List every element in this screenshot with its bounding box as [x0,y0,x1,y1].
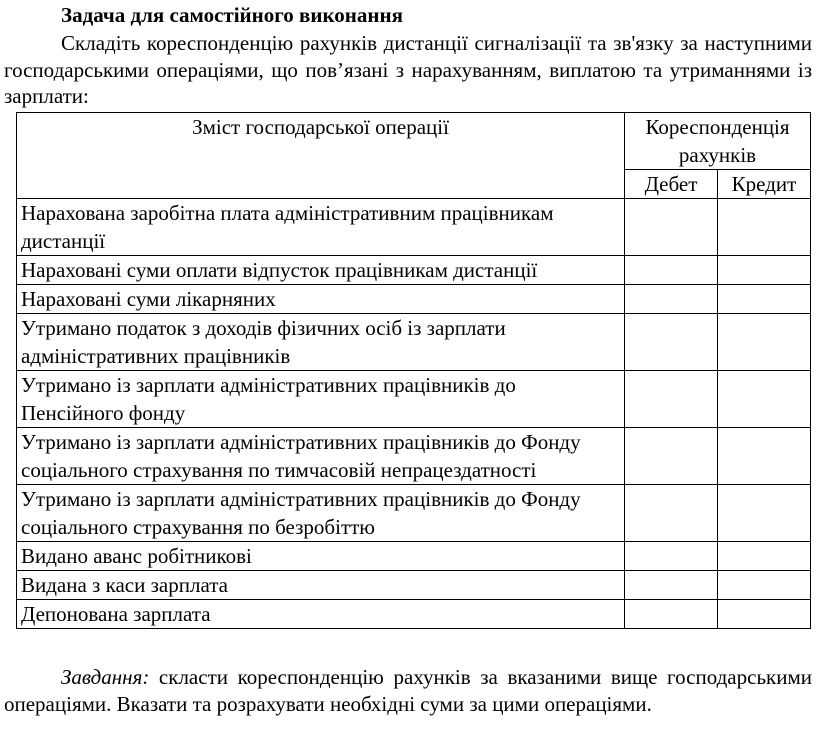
table-row [17,371,811,428]
table-row [17,199,811,256]
table-row [17,485,811,542]
debit-cell [625,542,718,571]
debit-cell [625,485,718,542]
table-row [17,571,811,600]
credit-cell [718,199,811,256]
operation-cell: Утримано податок з доходів фізичних осіб із зарплати адміністративних працівників [17,314,625,371]
table-row [17,542,811,571]
operation-cell: Нарахована заробітна плата адміністративним працівникам дистанції [17,199,625,256]
operation-cell: Утримано із зарплати адміністративних працівників до Пенсійного фонду [17,371,625,428]
credit-cell [718,600,811,629]
credit-cell [718,542,811,571]
task-label: Завдання: [61,665,150,689]
operations-table [16,112,811,629]
credit-cell [718,428,811,485]
operation-cell: Утримано із зарплати адміністративних працівників до Фонду соціального страхування по безробіттю [17,485,625,542]
credit-cell [718,571,811,600]
table-row [17,428,811,485]
operation-cell: Нараховані суми оплати відпусток працівникам дистанції [17,256,625,285]
task-text: скласти кореспонденцію рахунків за вказаними вище господарськими операціями. Вказати та розрахувати необхідні суми за цими операціями. [4,665,812,716]
debit-cell [625,199,718,256]
operation-cell: Видана з каси зарплата [17,571,625,600]
task-heading: Задача для самостійного виконання [61,3,403,27]
credit-cell [718,485,811,542]
debit-cell [625,428,718,485]
table-row [17,256,811,285]
header-debit: Дебет [625,170,718,199]
debit-cell [625,600,718,629]
header-correspondence: Кореспонденція рахунків [625,113,811,170]
operation-cell: Нараховані суми лікарняних [17,285,625,314]
table-row [17,285,811,314]
header-operation: Зміст господарської операції [17,113,625,199]
operation-cell: Утримано із зарплати адміністративних працівників до Фонду соціального страхування по тимчасовій непрацездатності [17,428,625,485]
debit-cell [625,371,718,428]
operation-cell: Депонована зарплата [17,600,625,629]
debit-cell [625,256,718,285]
credit-cell [718,256,811,285]
credit-cell [718,285,811,314]
debit-cell [625,314,718,371]
table-row [17,600,811,629]
header-credit: Кредит [718,170,811,199]
credit-cell [718,314,811,371]
task-intro: Складіть кореспонденцію рахунків дистанції сигналізації та зв'язку за наступними господарськими операціями, що пов’язані з нарахуванням, виплатою та утриманнями із зарплати: [4,31,812,108]
debit-cell [625,285,718,314]
operation-cell: Видано аванс робітникові [17,542,625,571]
credit-cell [718,371,811,428]
task-assignment [4,664,812,717]
debit-cell [625,571,718,600]
table-row [17,314,811,371]
